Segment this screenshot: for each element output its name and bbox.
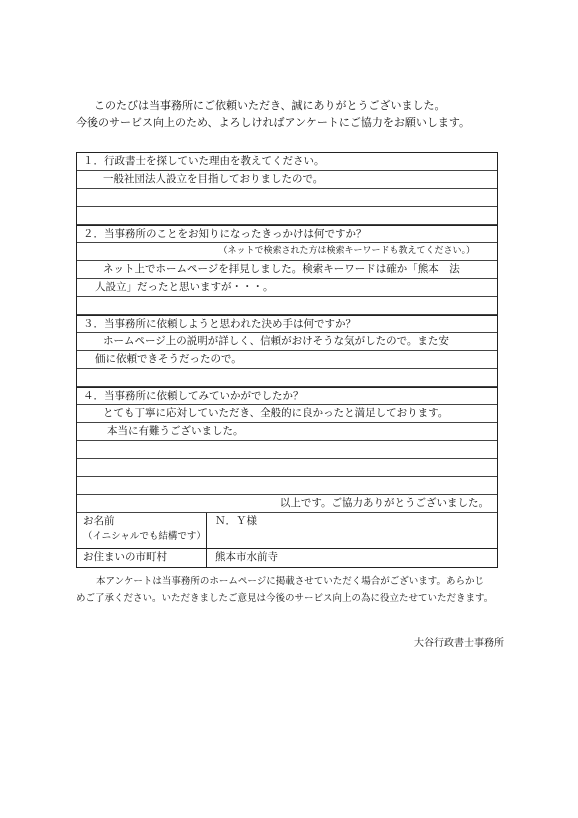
disclaimer-note — [76, 573, 506, 607]
name-row — [77, 513, 497, 549]
survey-form — [76, 152, 498, 568]
answer-blank-line — [77, 459, 497, 477]
answer-blank-line — [77, 441, 497, 459]
office-signature: 大谷行政書士事務所 — [414, 638, 504, 649]
question-3-row — [77, 315, 497, 333]
question-2-sub-row — [77, 243, 497, 261]
city-row — [77, 549, 497, 567]
answer-blank-line — [77, 369, 497, 387]
name-value: Ｎ．Ｙ様 — [215, 515, 257, 527]
answer-1-line-1: 一般社団法人設立を目指しておりましたので。 — [77, 171, 497, 189]
answer-blank-line — [77, 477, 497, 495]
answer-4-line-2: 本当に有難うございました。 — [77, 423, 497, 441]
question-4-row — [77, 387, 497, 405]
question-2-label: ２．当事務所のことをお知りになったきっかけは何ですか？ — [83, 228, 367, 240]
closing-row — [77, 495, 497, 513]
intro-line-2: 今後のサービス向上のため、よろしければアンケートにご協力をお願いします。 — [76, 116, 471, 129]
note-line-1: 本アンケートは当事務所のホームページに掲載させていただく場合がございます。あらかじ — [96, 576, 484, 587]
question-4-label: ４．当事務所に依頼してみていかがでしたか？ — [83, 390, 304, 402]
name-label-cell — [77, 513, 207, 548]
question-3-label: ３．当事務所に依頼しようと思われた決め手は何ですか？ — [83, 318, 356, 330]
answer-blank-line — [77, 189, 497, 207]
question-1-row — [77, 153, 497, 171]
question-1-label: １．行政書士を探していた理由を教えてください。 — [83, 155, 325, 167]
name-hint: （イニシャルでも結構です） — [83, 531, 206, 542]
answer-3-line-1: ホームページ上の説明が詳しく、信頼がおけそうな気がしたので。また安 — [77, 333, 497, 351]
name-label: お名前 — [83, 515, 115, 527]
answer-blank-line — [77, 207, 497, 225]
city-label-cell — [77, 549, 207, 567]
answer-4-line-1: とても丁寧に応対していただき、全般的に良かったと満足しております。 — [77, 405, 497, 423]
answer-3-line-2: 価に依頼できそうだったので。 — [77, 351, 497, 369]
city-value: 熊本市水前寺 — [215, 551, 278, 563]
closing-text: 以上です。ご協力ありがとうございました。 — [279, 497, 489, 509]
answer-blank-line — [77, 297, 497, 315]
intro-line-1: このたびは当事務所にご依頼いただき、誠にありがとうございました。 — [94, 99, 446, 112]
note-line-2: めご了承ください。いただきましたご意見は今後のサービス向上の為に役立たせていただきます。 — [76, 593, 494, 604]
question-2-sub-note: （ネットで検索された方は検索キーワードも教えてください。） — [218, 246, 475, 256]
answer-2-line-1: ネット上でホームページを拝見しました。検索キーワードは確か「熊本 法 — [77, 261, 497, 279]
intro-text — [76, 97, 516, 131]
answer-2-line-2: 人設立」だったと思いますが・・・。 — [77, 279, 497, 297]
question-2-row — [77, 225, 497, 243]
city-label: お住まいの市町村 — [83, 551, 167, 563]
